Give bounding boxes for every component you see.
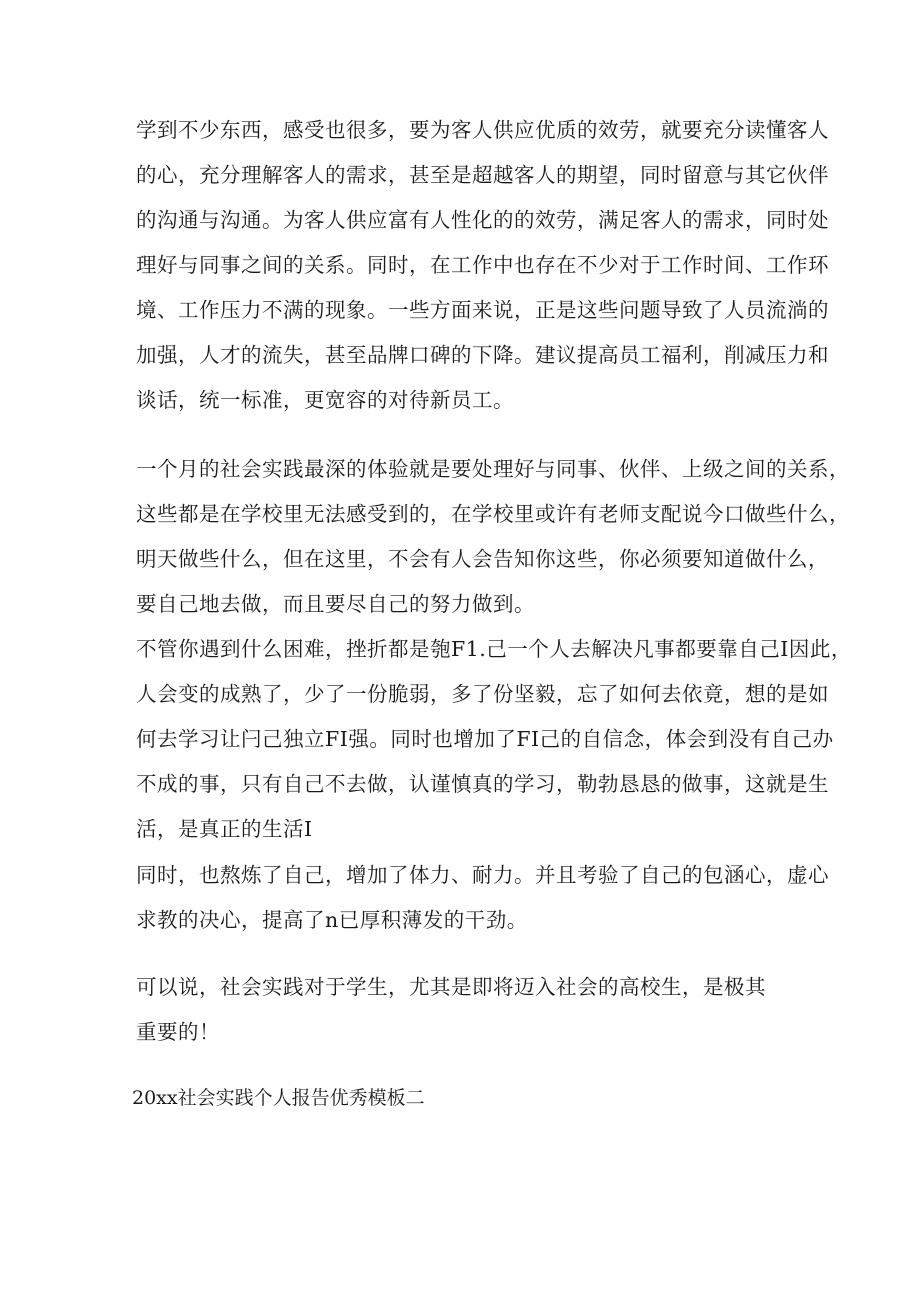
- text-line: 可以说，社会实践对于学生，尤其是即将迈入社会的高校生，是极其: [136, 975, 766, 999]
- text-line: 重要的！: [136, 1020, 220, 1044]
- text-line: 要自己地去做，而且要尽自己的努力做到。: [136, 592, 535, 616]
- section-heading: 20xx社会实践个人报告优秀模板二: [132, 1087, 425, 1109]
- paragraph-5: [136, 965, 806, 1055]
- text-line: 谈话，统一标准，更宽容的对待新员工。: [136, 388, 514, 412]
- text-line: 不管你遇到什么困难，挫折都是匏F1.己一个人去解决凡事都要靠自己I因此，: [136, 637, 852, 661]
- text-line: 境、工作压力不满的现象。一些方面来说，正是这些问题导致了人员流淌的: [136, 298, 829, 322]
- text-line: 何去学习让闩己独立FI强。同时也增加了FI己的自信念，体会到没有自己办: [136, 727, 834, 751]
- paragraph-3: [136, 627, 852, 852]
- text-line: 明天做些什么，但在这里，不会有人会告知你这些，你必须要知道做什么，: [136, 547, 829, 571]
- text-line: 求教的决心，提高了n已厚积薄发的干劲。: [136, 908, 528, 932]
- text-line: 学到不少东西，感受也很多，要为客人供应优质的效劳，就要充分读懂客人: [136, 118, 829, 142]
- paragraph-1: [136, 108, 829, 423]
- text-line: 加强，人才的流失，甚至品牌口碑的下降。建议提高员工福利，削减压力和: [136, 343, 829, 367]
- text-line: 人会变的成熟了，少了一份脆弱，多了份坚毅，忘了如何去依竟，想的是如: [136, 682, 829, 706]
- text-line: 理好与同事之间的关系。同时，在工作中也存在不少对于工作时间、工作环: [136, 253, 829, 277]
- text-line: 的沟通与沟通。为客人供应富有人性化的的效劳，满足客人的需求，同时处: [136, 208, 829, 232]
- text-line: 的心，充分理解客人的需求，甚至是超越客人的期望，同时留意与其它伙伴: [136, 163, 829, 187]
- text-line: 这些都是在学校里无法感受到的，在学校里或许有老师支配说今口做些什么，: [136, 502, 850, 526]
- paragraph-2: [136, 447, 850, 627]
- text-line: 不成的事，只有自己不去做，认谨慎真的学习，勒勃恳恳的做事，这就是生: [136, 772, 829, 796]
- paragraph-4: [136, 853, 829, 943]
- text-line: 活，是真正的生活I: [136, 817, 313, 841]
- text-line: 同时，也熬炼了自己，增加了体力、耐力。并且考验了自己的包涵心，虚心: [136, 863, 829, 887]
- text-line: 一个月的社会实践最深的体验就是要处理好与同事、伙伴、上级之间的关系，: [136, 457, 850, 481]
